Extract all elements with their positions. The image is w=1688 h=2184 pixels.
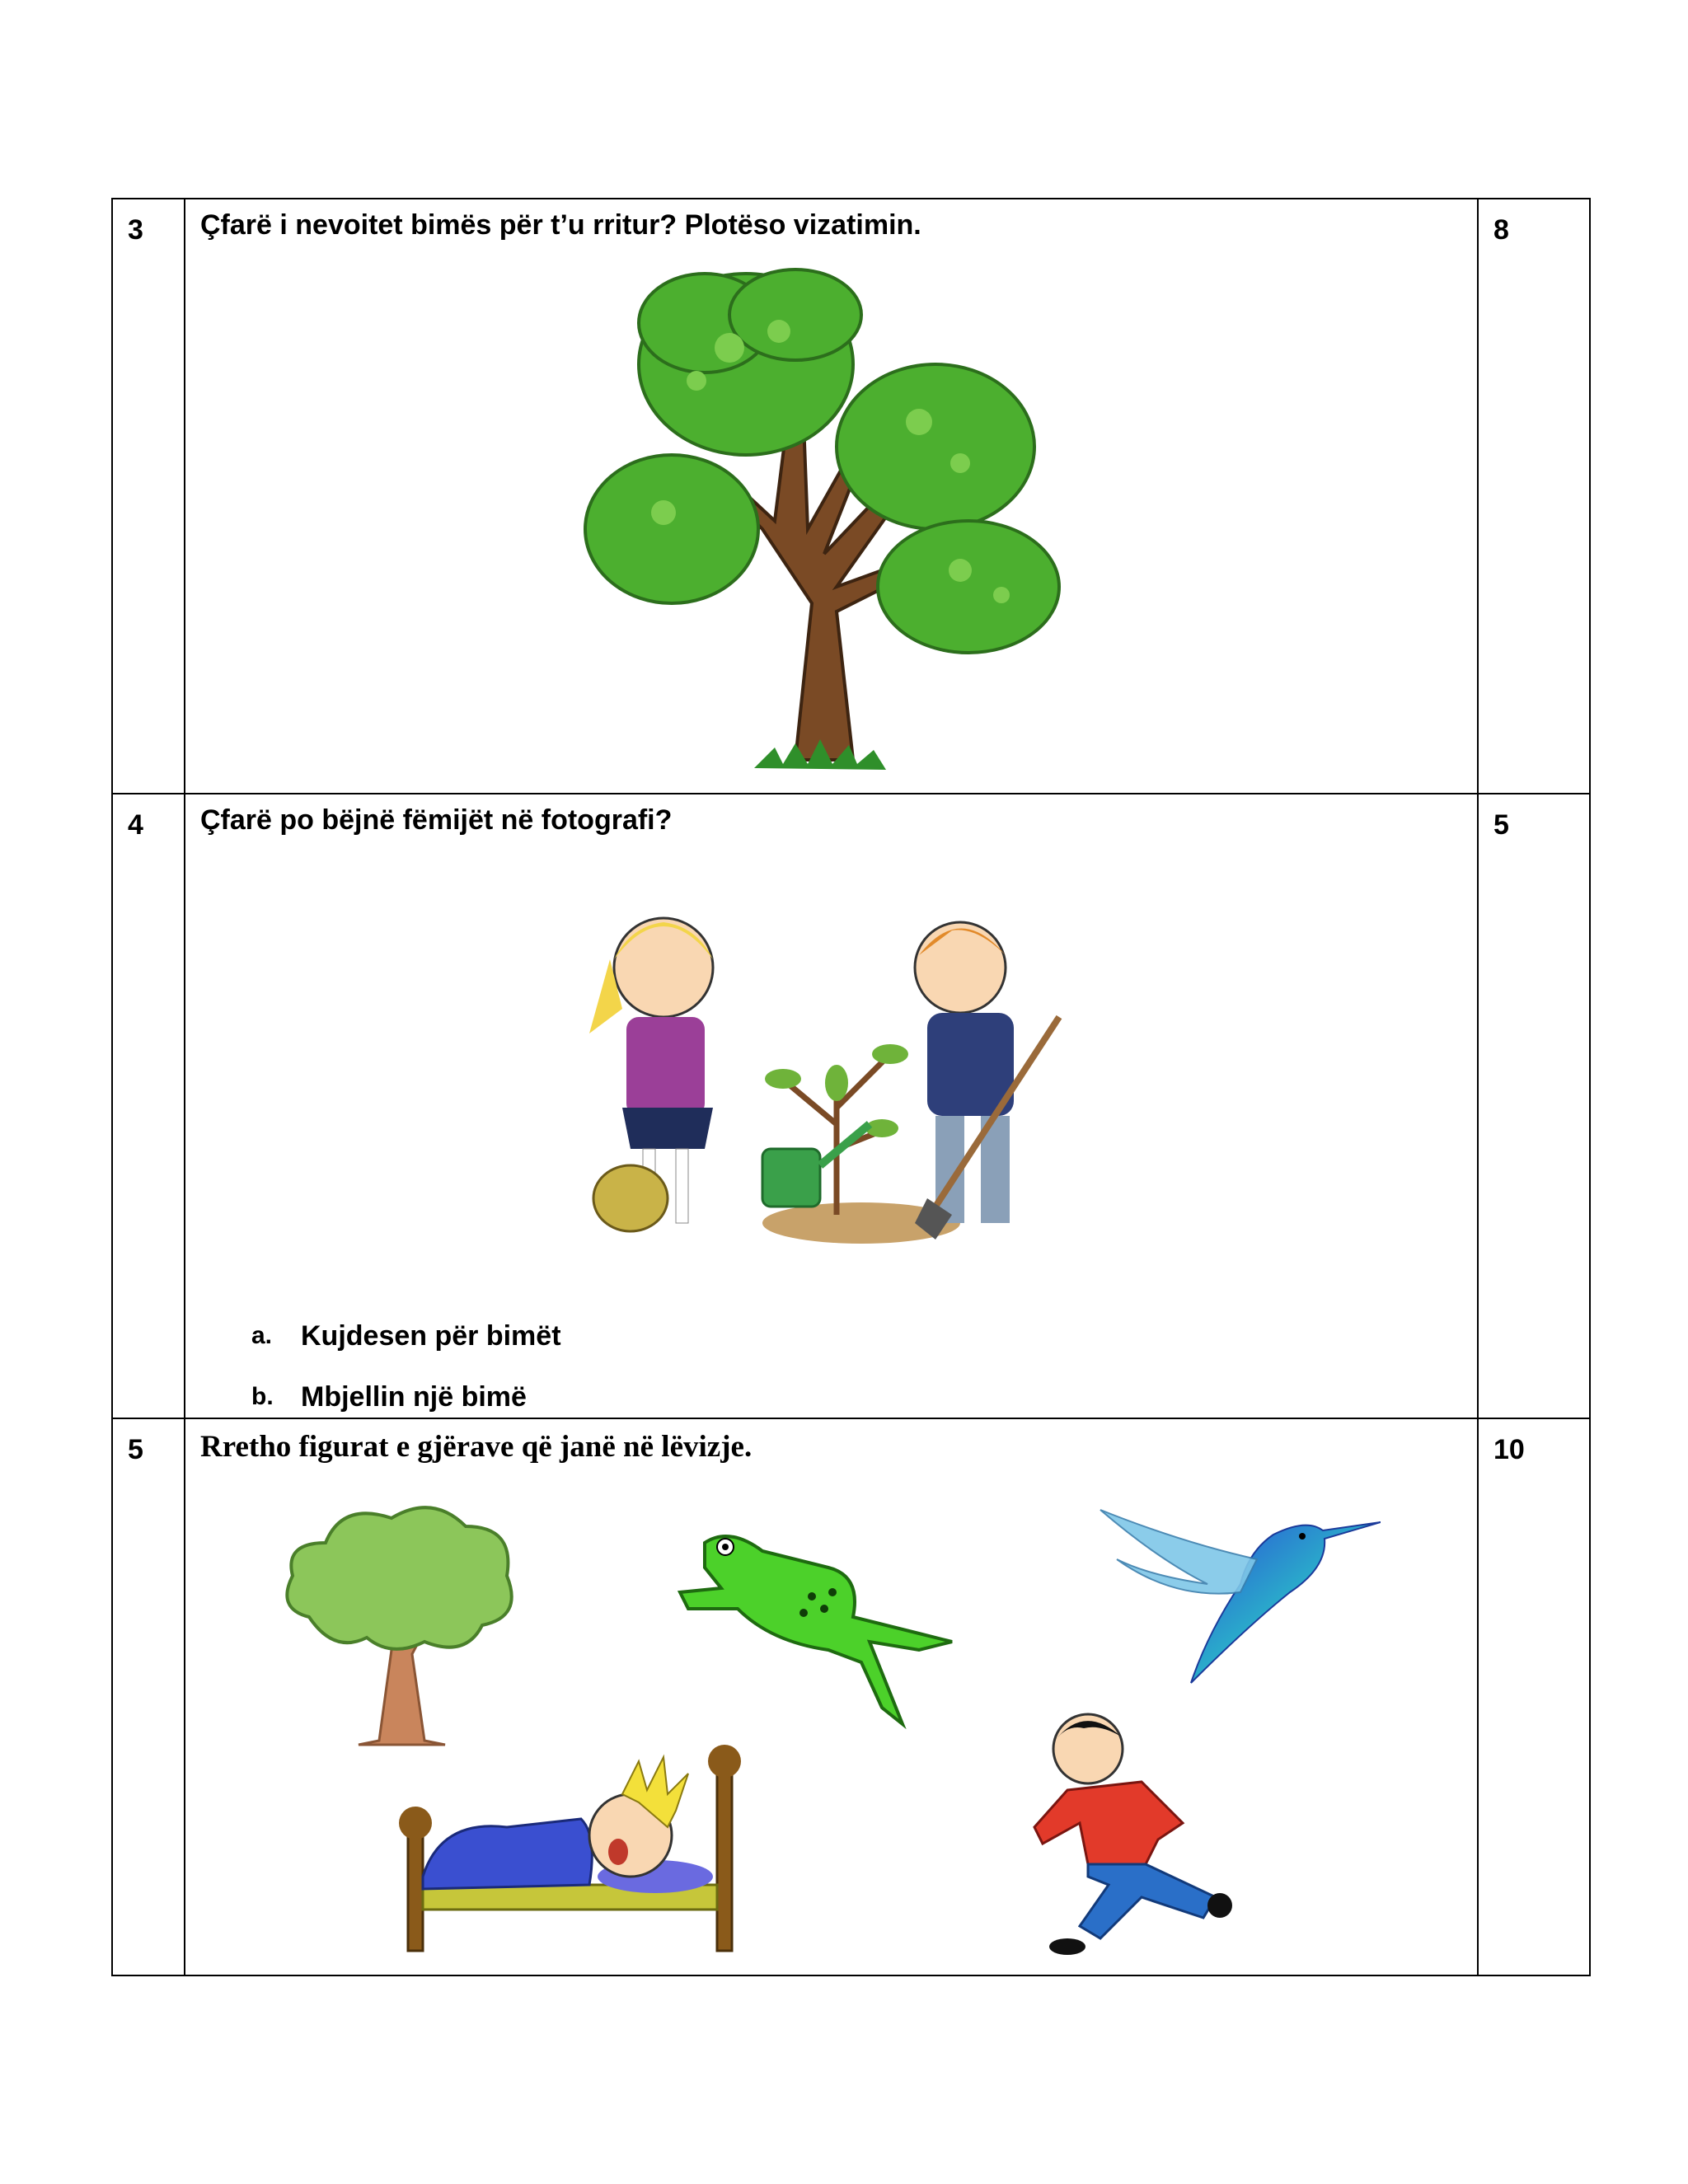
question-points: 5 xyxy=(1493,809,1509,841)
jumping-frog-icon[interactable] xyxy=(672,1518,960,1732)
question-number: 5 xyxy=(128,1434,143,1465)
tree-illustration xyxy=(573,257,1084,785)
question-prompt: Rretho figurat e gjërave që janë në lëvizje. xyxy=(200,1430,753,1464)
question-prompt: Çfarë po bëjnë fëmijët në fotografi? xyxy=(200,804,673,836)
question-number: 4 xyxy=(128,809,143,841)
question-points: 8 xyxy=(1493,214,1509,246)
question-number: 3 xyxy=(128,214,143,246)
hummingbird-icon[interactable] xyxy=(1084,1485,1381,1699)
option-marker: b. xyxy=(251,1383,274,1410)
answer-options xyxy=(251,1305,561,1427)
running-boy-icon[interactable] xyxy=(1010,1699,1273,1971)
option-text: Mbjellin një bimë xyxy=(301,1380,527,1413)
option-b[interactable] xyxy=(251,1366,561,1427)
question-row xyxy=(112,1418,1590,1975)
option-a[interactable] xyxy=(251,1305,561,1366)
question-points: 10 xyxy=(1493,1434,1525,1465)
children-planting-illustration xyxy=(565,877,1100,1248)
tree-icon[interactable] xyxy=(276,1493,523,1749)
question-row xyxy=(112,794,1590,1418)
question-prompt: Çfarë i nevoitet bimës për t’u rritur? Plotëso vizatimin. xyxy=(200,209,921,241)
worksheet-table xyxy=(111,198,1591,1976)
option-text: Kujdesen për bimët xyxy=(301,1319,561,1352)
sleeping-boy-icon[interactable] xyxy=(392,1745,754,1959)
question-row xyxy=(112,199,1590,794)
option-marker: a. xyxy=(251,1322,273,1349)
